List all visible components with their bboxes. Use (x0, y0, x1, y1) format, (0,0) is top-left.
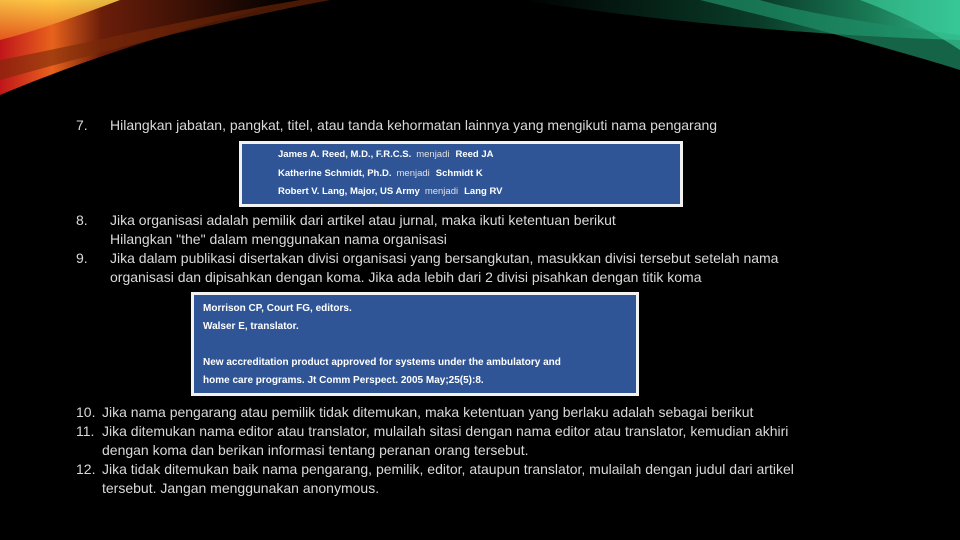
item-text: Jika dalam publikasi disertakan divisi organisasi yang bersangkutan, masukkan divisi tersebut setelah nama (110, 250, 779, 266)
item-text: dengan koma dan berikan informasi tentang peranan orang tersebut. (102, 442, 529, 458)
item-text: Hilangkan "the" dalam menggunakan nama organisasi (110, 231, 447, 247)
example-ref-line: Walser E, translator. (203, 321, 299, 332)
item-text: Jika organisasi adalah pemilik dari artikel atau jurnal, maka ikuti ketentuan berikut (110, 212, 616, 228)
list-item-12 (0, 460, 960, 479)
list-item-9 (0, 249, 960, 268)
list-item-11 (0, 422, 960, 441)
item-text: Jika ditemukan nama editor atau translator, mulailah sitasi dengan nama editor atau translator, kemudian akhiri (102, 423, 789, 439)
item-number: 9. (76, 250, 88, 266)
example-row: Robert V. Lang, Major, US Army menjadi Lang RV (278, 186, 503, 197)
item-number: 12. (76, 461, 96, 477)
list-item-8 (0, 211, 960, 230)
example-row: Katherine Schmidt, Ph.D. menjadi Schmidt K (278, 168, 483, 179)
example-image-editor-citation (191, 292, 639, 396)
item-text: tersebut. Jangan menggunakan anonymous. (102, 480, 380, 496)
list-item-10 (0, 403, 960, 422)
example-ref-line: home care programs. Jt Comm Perspect. 2005 May;25(5):8. (203, 375, 484, 386)
item-text: Hilangkan jabatan, pangkat, titel, atau tanda kehormatan lainnya yang mengikuti nama pengarang (110, 117, 718, 133)
list-item-7 (0, 116, 960, 135)
item-text: organisasi dan dipisahkan dengan koma. Jika ada lebih dari 2 divisi pisahkan dengan titik koma (110, 269, 702, 285)
list-item-9-continued (0, 268, 960, 287)
item-text: Jika tidak ditemukan baik nama pengarang, pemilik, editor, ataupun translator, mulailah dengan judul dari artikel (102, 461, 794, 477)
list-item-8-continued (0, 230, 960, 249)
item-text: Jika nama pengarang atau pemilik tidak ditemukan, maka ketentuan yang berlaku adalah sebagai berikut (102, 404, 754, 420)
item-number: 11. (76, 423, 95, 439)
decorative-header-swoosh (0, 0, 960, 110)
item-number: 10. (76, 404, 96, 420)
list-item-12-continued (0, 479, 960, 498)
example-ref-line: New accreditation product approved for systems under the ambulatory and (203, 357, 561, 368)
example-image-author-titles (239, 141, 683, 207)
example-ref-line: Morrison CP, Court FG, editors. (203, 303, 352, 314)
example-row: James A. Reed, M.D., F.R.C.S. menjadi Reed JA (278, 149, 494, 160)
list-item-11-continued (0, 441, 960, 460)
item-number: 7. (76, 117, 88, 133)
item-number: 8. (76, 212, 88, 228)
